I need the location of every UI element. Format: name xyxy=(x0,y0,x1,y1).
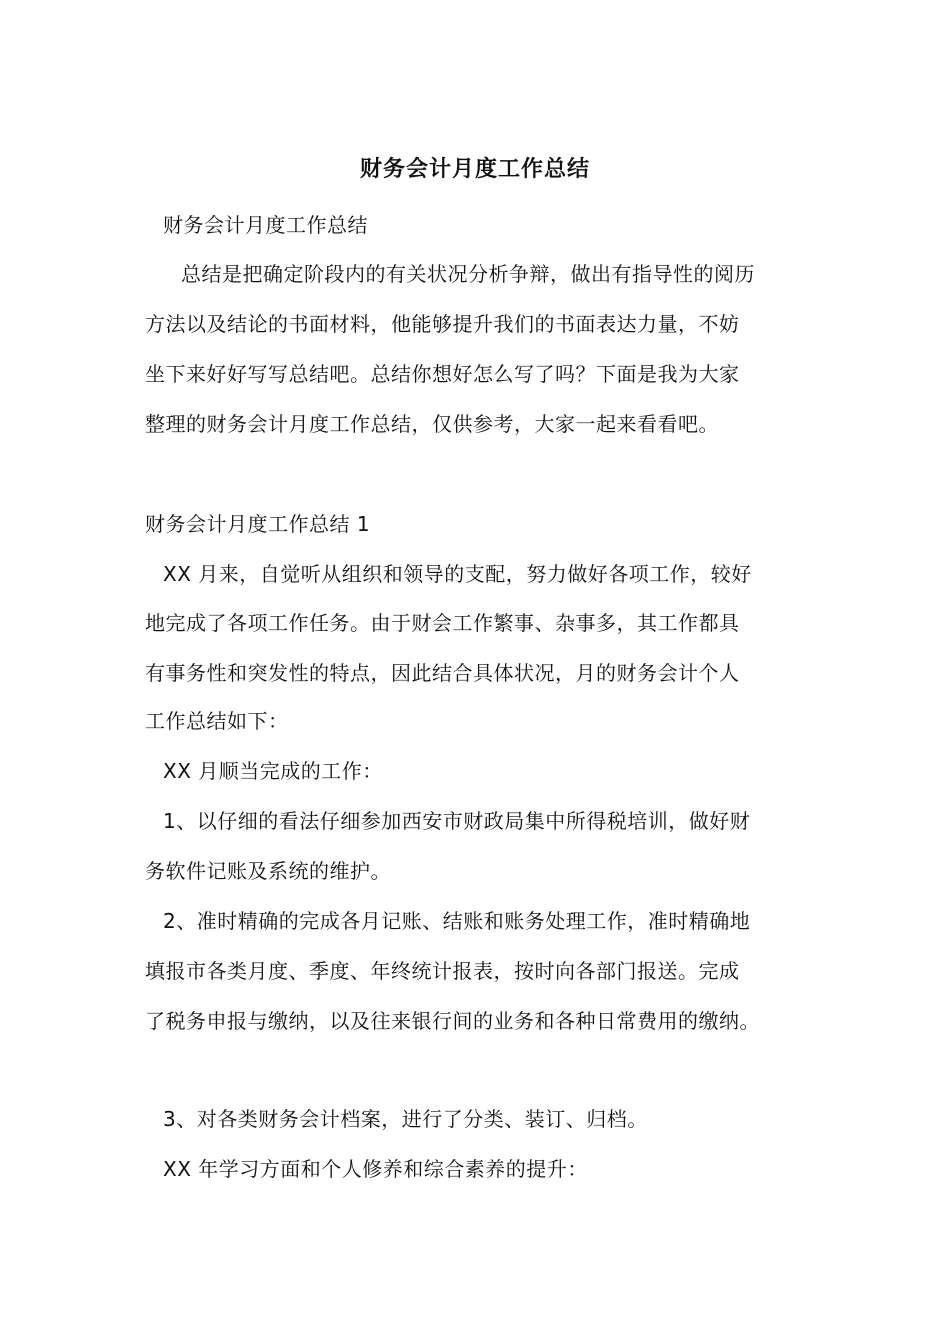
para1-line-3: 有事务性和突发性的特点，因此结合具体状况，月的财务会计个人 xyxy=(145,661,740,685)
item1-line-1: 1、以仔细的看法仔细参加西安市财政局集中所得税培训，做好财 xyxy=(163,809,751,833)
item2-line-2: 填报市各类月度、季度、年终统计报表，按时向各部门报送。完成 xyxy=(145,959,740,983)
para1-line-2: 地完成了各项工作任务。由于财会工作繁事、杂事多，其工作都具 xyxy=(145,611,740,635)
document-subtitle: 财务会计月度工作总结 xyxy=(163,213,368,237)
item1-line-2: 务软件记账及系统的维护。 xyxy=(145,859,391,883)
item2-line-3: 了税务申报与缴纳，以及往来银行间的业务和各种日常费用的缴纳。 xyxy=(145,1009,760,1033)
intro-line-4: 整理的财务会计月度工作总结，仅供参考，大家一起来看看吧。 xyxy=(145,412,719,436)
para1-line-4: 工作总结如下： xyxy=(145,709,289,733)
item2-line-1: 2、准时精确的完成各月记账、结账和账务处理工作，准时精确地 xyxy=(163,909,751,933)
intro-line-2: 方法以及结论的书面材料，他能够提升我们的书面表达力量，不妨 xyxy=(145,312,740,336)
document-title: 财务会计月度工作总结 xyxy=(359,157,590,182)
para1-line-1: XX 月来，自觉听从组织和领导的支配，努力做好各项工作，较好 xyxy=(163,562,752,586)
item3-line: 3、对各类财务会计档案，进行了分类、装订、归档。 xyxy=(163,1107,648,1131)
completed-heading: XX 月顺当完成的工作： xyxy=(163,759,383,783)
study-heading: XX 年学习方面和个人修养和综合素养的提升： xyxy=(163,1157,588,1181)
intro-line-1: 总结是把确定阶段内的有关状况分析争辩，做出有指导性的阅历 xyxy=(181,262,755,286)
intro-line-3: 坐下来好好写写总结吧。总结你想好怎么写了吗？下面是我为大家 xyxy=(145,362,740,386)
section-heading: 财务会计月度工作总结 1 xyxy=(145,512,371,536)
